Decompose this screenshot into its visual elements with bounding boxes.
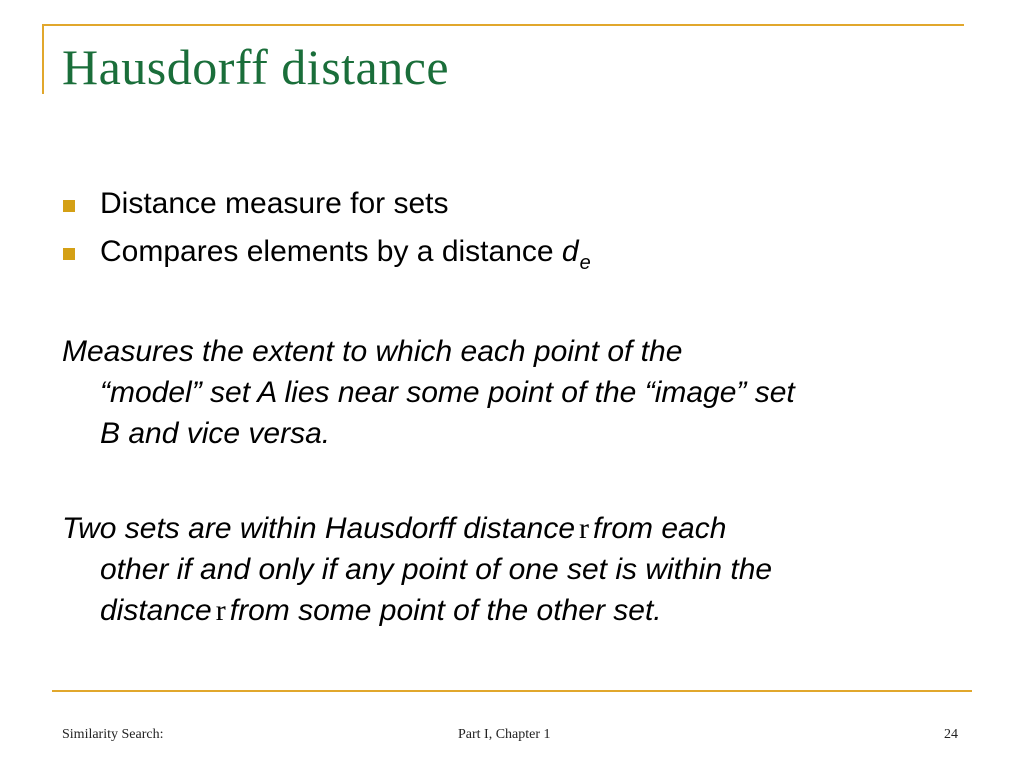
paragraph-line: B and vice versa. bbox=[100, 417, 331, 450]
slide-title: Hausdorff distance bbox=[62, 39, 450, 95]
paragraph-text: Two sets are within Hausdorff distance bbox=[62, 512, 576, 545]
title-frame-top-rule bbox=[42, 24, 964, 26]
variable-subscript: e bbox=[579, 252, 591, 274]
bullet-text: Distance measure for sets bbox=[100, 187, 449, 220]
rho-symbol: r bbox=[579, 512, 590, 545]
paragraph-text: from each bbox=[593, 512, 727, 545]
bullet-text: Compares elements by a distance bbox=[100, 235, 562, 268]
page-number: 24 bbox=[944, 727, 958, 742]
paragraph-line: other if and only if any point of one set is within the bbox=[100, 553, 773, 586]
footer-left-text: Similarity Search: bbox=[62, 727, 164, 742]
title-frame-left-rule bbox=[42, 24, 44, 94]
square-bullet-icon bbox=[63, 200, 75, 212]
bullet-text-with-variable bbox=[100, 232, 591, 275]
variable-d: d bbox=[561, 235, 579, 268]
paragraph-line: Measures the extent to which each point of the bbox=[62, 335, 683, 368]
paragraph-hausdorff-definition bbox=[62, 508, 982, 631]
footer-rule bbox=[52, 690, 972, 692]
paragraph-hausdorff-measure bbox=[62, 331, 982, 454]
paragraph-text: from some point of the other set. bbox=[229, 594, 662, 627]
paragraph-line bbox=[62, 590, 982, 631]
paragraph-line: “model” set A lies near some point of the “image” set bbox=[100, 376, 795, 409]
paragraph-text: distance bbox=[100, 594, 212, 627]
square-bullet-icon bbox=[63, 248, 75, 260]
rho-symbol: r bbox=[215, 594, 226, 627]
footer-chapter-text: Part I, Chapter 1 bbox=[458, 727, 551, 742]
paragraph-line bbox=[62, 508, 982, 549]
